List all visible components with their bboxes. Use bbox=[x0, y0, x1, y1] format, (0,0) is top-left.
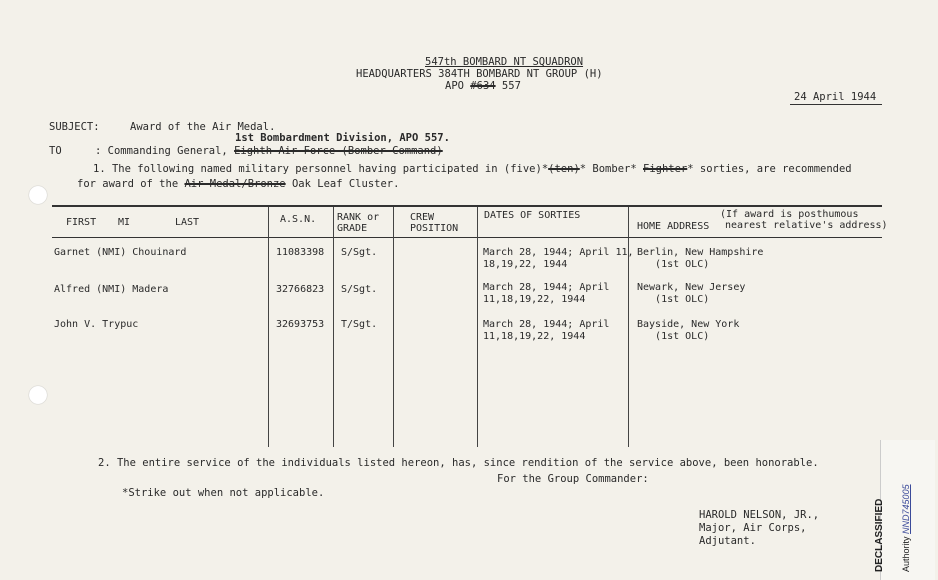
para1-struck-ten: (ten) bbox=[548, 163, 580, 175]
signatory-title: Adjutant. bbox=[699, 535, 756, 547]
punch-hole bbox=[29, 386, 47, 404]
cell-address: Berlin, New Hampshire (1st OLC) bbox=[637, 247, 764, 270]
apo-heading bbox=[445, 80, 521, 92]
cell-asn: 11083398 bbox=[276, 247, 325, 258]
para1-text-end: * sorties, are recommended bbox=[687, 163, 852, 175]
cell-grade: S/Sgt. bbox=[341, 247, 378, 258]
header-asn: A.S.N. bbox=[280, 214, 317, 225]
authority-value: NND745005 bbox=[901, 484, 911, 534]
cell-name: Alfred (NMI) Madera bbox=[54, 284, 169, 295]
column-divider bbox=[268, 207, 269, 447]
header-dates: DATES OF SORTIES bbox=[484, 210, 581, 221]
to-label: TO bbox=[49, 145, 62, 157]
cell-dates: March 28, 1944; April 11,18,19,22, 1944 bbox=[483, 282, 610, 305]
table-top-rule bbox=[52, 205, 882, 207]
paragraph-1-line-1 bbox=[93, 163, 852, 175]
para1-line2-prefix: for award of the bbox=[77, 178, 179, 190]
paragraph-1-line-2 bbox=[77, 178, 399, 190]
header-address-rest: nearest relative's address) bbox=[725, 220, 888, 231]
apo-struck: #634 bbox=[470, 80, 496, 92]
cell-name: John V. Trypuc bbox=[54, 319, 139, 330]
cell-dates: March 28, 1944; April 11, 18,19,22, 1944 bbox=[483, 247, 634, 270]
header-address-top: (If award is posthumous bbox=[720, 209, 859, 220]
para1-line2-struck: Air Medal/Bronze bbox=[184, 178, 286, 190]
cell-asn: 32766823 bbox=[276, 284, 325, 295]
declassified-stamp bbox=[874, 440, 935, 580]
table-header-rule bbox=[52, 237, 882, 238]
paragraph-2: 2. The entire service of the individuals listed hereon, has, since rendition of the service above, been honorable. bbox=[98, 457, 819, 469]
authority-label: Authority bbox=[901, 536, 911, 572]
para1-text-mid: * Bomber* bbox=[579, 163, 637, 175]
cell-grade: S/Sgt. bbox=[341, 284, 378, 295]
para1-struck-fighter: Fighter bbox=[643, 163, 688, 175]
for-group-commander: For the Group Commander: bbox=[497, 473, 649, 485]
column-divider bbox=[393, 207, 394, 447]
header-crew: CREW POSITION bbox=[410, 212, 459, 234]
header-grade: RANK or GRADE bbox=[337, 212, 380, 234]
apo-prefix: APO bbox=[445, 80, 464, 92]
column-divider bbox=[333, 207, 334, 447]
punch-hole bbox=[29, 186, 47, 204]
group-heading: HEADQUARTERS 384TH BOMBARD NT GROUP (H) bbox=[356, 68, 603, 80]
cell-grade: T/Sgt. bbox=[341, 319, 378, 330]
column-divider bbox=[628, 207, 629, 447]
header-mi: MI bbox=[118, 217, 131, 228]
cell-asn: 32693753 bbox=[276, 319, 325, 330]
document-date: 24 April 1944 bbox=[790, 91, 882, 105]
subject-text: Award of the Air Medal. bbox=[130, 121, 276, 133]
cell-address: Newark, New Jersey (1st OLC) bbox=[637, 282, 746, 305]
squadron-heading: 547th BOMBARD NT SQUADRON bbox=[425, 56, 584, 68]
column-divider bbox=[477, 207, 478, 447]
signatory-name: HAROLD NELSON, JR., bbox=[699, 509, 820, 521]
to-struck: Eighth Air Force (Bomber Command) bbox=[234, 145, 443, 157]
apo-suffix: 557 bbox=[501, 80, 521, 92]
declassified-label: DECLASSIFIED bbox=[874, 498, 885, 572]
para1-text: 1. The following named military personnel having participated in (five)* bbox=[93, 163, 549, 175]
to-prefix: : Commanding General, bbox=[95, 145, 228, 157]
cell-address: Bayside, New York (1st OLC) bbox=[637, 319, 740, 342]
signatory-rank: Major, Air Corps, bbox=[699, 522, 807, 534]
para1-line2-suffix: Oak Leaf Cluster. bbox=[291, 178, 400, 190]
header-first: FIRST bbox=[66, 217, 97, 228]
subject-label: SUBJECT: bbox=[49, 121, 100, 133]
to-line bbox=[95, 145, 443, 157]
strike-note: *Strike out when not applicable. bbox=[122, 487, 325, 499]
authority-line bbox=[901, 484, 911, 572]
subject-division: 1st Bombardment Division, APO 557. bbox=[235, 132, 450, 144]
header-address-label: HOME ADDRESS bbox=[637, 221, 710, 232]
cell-name: Garnet (NMI) Chouinard bbox=[54, 247, 187, 258]
cell-dates: March 28, 1944; April 11,18,19,22, 1944 bbox=[483, 319, 610, 342]
header-last: LAST bbox=[175, 217, 200, 228]
